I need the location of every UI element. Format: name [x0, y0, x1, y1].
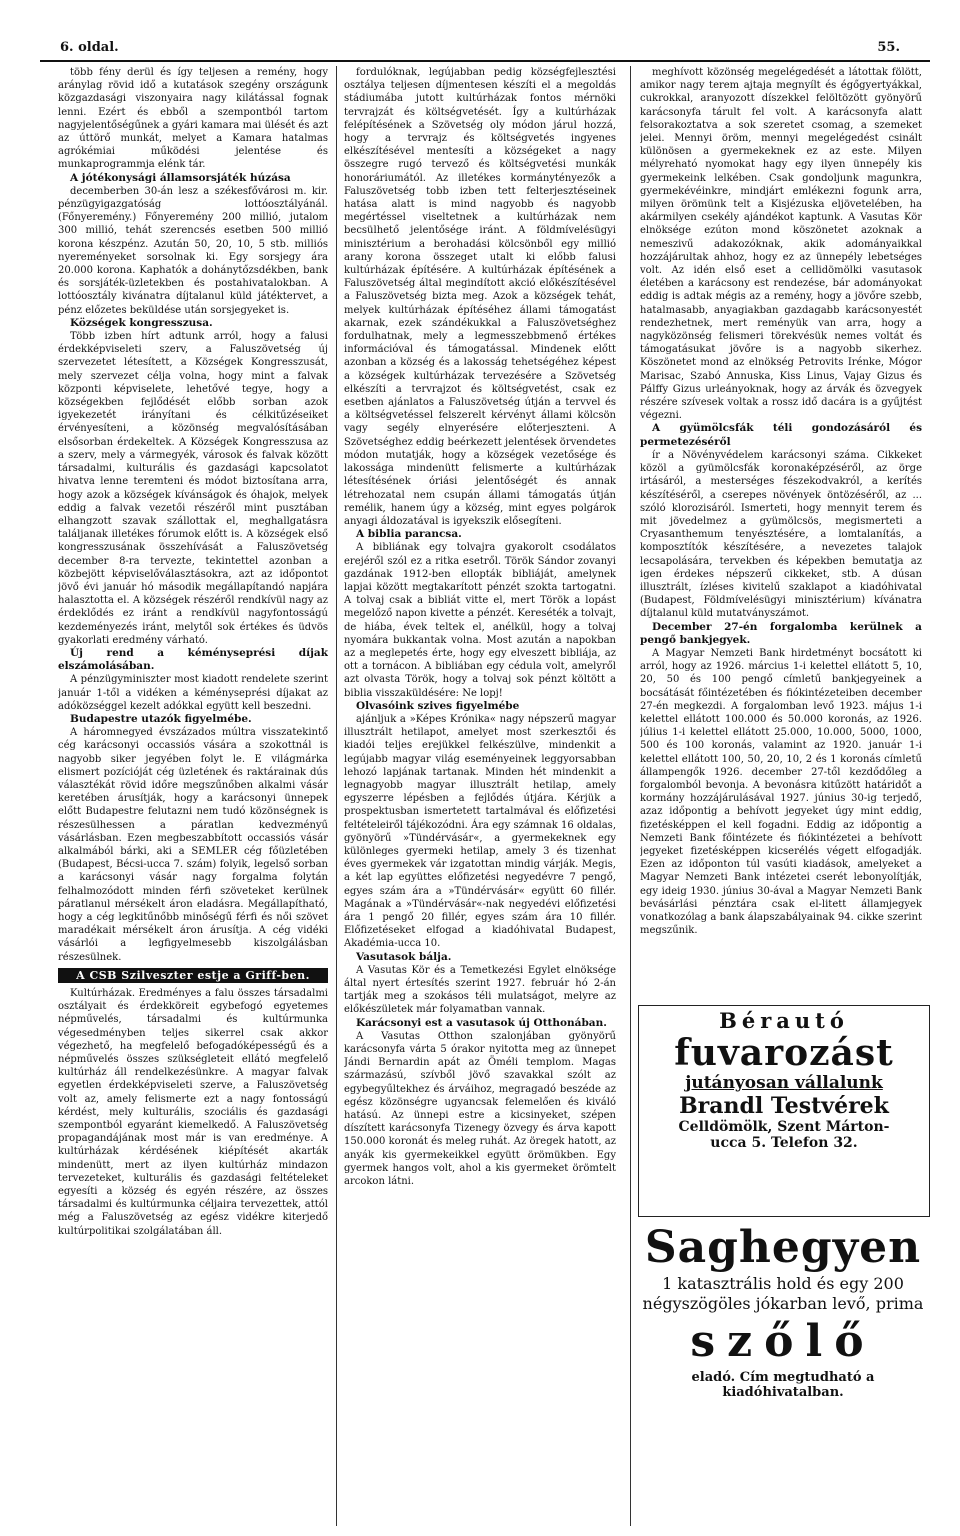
article-heading: December 27-én forgalomba kerülnek a pengő bankjegyek.	[640, 620, 922, 646]
ad-line: ucca 5. Telefon 32.	[710, 1135, 858, 1151]
article-heading: A biblia parancsa.	[356, 528, 462, 541]
article-text: A háromnegyed évszázados múltra visszatekintő cég karácsonyi occassiós vására a szokottnál is nagyobb siker jegyében folyt le. E világmárka elismert pozícióját cég üzletének és raktárainak dús választékát rövid időre megszűnőben alkalmi vásár keretében árusítják, hogy a karácsonyi ünnepek előtt Budapestre felutazni nem tudó közönségnek is részesülhessen a páratlan kedvezményű vásárlásban. Ezen megbeszabbított occassiós vásár alkalmából bárki, aki a SEMLER cég főüzletében (Budapest, Bécsi-ucca 7. szám) folyik, legelső sorban a karácsonyi vásár nagy forgalma folytán felhalmozódott minden férfi szöveteket kerülnek páratlanul mérsékelt áron eladásra. Megállapítható, hogy a cég legkitűnőbb minőségű férfi és női szövet maradékait mérsékelt áron árusítja. A cég vidéki vásárlói a legfigyelmesebb kiszolgálásban részesülnek.	[58, 727, 328, 963]
article-text: meghívott közönség megelégedését a látottak fölött, amikor nagy terem ajtaja megnyílt és égőgyertyákkal, cukrokkal, aranyozott díszekkel felöltözött gyönyörű karácsonyfa tárult fel volt. A karácsonyfa alatt felsorakoztatva a sok szeretet csomag, a szemeket jelei. Mennyi öröm, mennyi megelégedést csinált különösen a gyermekeknek ez az este. Milyen mélyreható nyomokat hagy egy ilyen ünnepély kis gyermekeink lelkében. Csak gondoljunk magunkra, gyermekévéinkre, mindjárt emlékezni fogunk arra, milyen örömünk telt a Kisjézuska eljövetelében, ha akármilyen csekély ajándékot kaptunk. A Vasutas Kör elnöksége ezúton mond köszönetet azoknak a nemeszivű adakozóknak, akik adományaikkal hozzájárultak ahhoz, hogy ez az ünnepély lebetséges volt. Az idén első eset a cellidömölki vasutasok életében a karácsony est rendezése, bár adományokat eddig is adtak mégis az a remény, hogy a jövőre szebb, hatalmasabb, anyagiakban gazdagabb karácsonyestét rendezhetnek, mert reményük van arra, hogy a nagyközönség felismeri törekvésük nemes voltát és támogatásukat jövőre is a nagyobb sikerhez. Köszönetet mond az elnökség Petrovits Irénke, Mógor Marisac, Szabó Annuska, Kiss Linus, Vajay Gizus és Pálffy Gizus urleányoknak, hogy az árvák és özvegyek részére szívesek voltak a rossz idő dacára is a gyűjtést végezni.	[640, 67, 922, 422]
article-heading: Új rend a kéményseprési díjak elszámolásában.	[58, 646, 328, 673]
article-heading: Községek kongresszusa.	[70, 316, 213, 329]
article-text: Kultúrházak. Eredményes a falu összes társadalmi osztályait és érdekköreit egybefogó egyetemes népművelés, társadalmi és kultúrmunka végesedményben teljes sikerrel csak akkor végezhető, ha megfelelő befogadóképességű és a népművelés összes szükségleteit ellátó megfelelő kultúrház áll rendelkezésünkre. A magyar falvak egyetlen érdekképviseleti szerve, a Faluszövetség volt az, amely felismerte ezt a nagy fontosságú kérdést, mely kulturális, szociális és gazdasági szempontból egyaránt kiemelkedő. A Faluszövetség propagandájának most már is van eredménye. A kultúrházak kérdésének kiépítését akarták mindenütt, mert az ilyen kultúrház mindazon tervezeteket, kulturális és gazdasági feltételeket egyesíti a község és egyén részére, az összes társadalmi és kultúrmunka céljaira tervezettek, attól még a Faluszövetség az egész vidékre kiterjedő kultúrpolitikai szolgálatában áll.	[58, 988, 328, 1237]
ad-line: szőlő	[690, 1316, 876, 1367]
ad-line: Celldömölk, Szent Márton-	[678, 1119, 890, 1135]
article-heading: Budapestre utazók figyelmébe.	[70, 712, 252, 725]
ad-line: eladó. Cím megtudható a kiadóhivatalban.	[691, 1370, 875, 1400]
advertisement-saghegyen	[638, 1222, 928, 1522]
ad-line: Saghegyen	[644, 1222, 922, 1273]
column-1	[58, 66, 328, 1516]
banner-heading: A CSB Szilveszter estje a Griff-ben.	[58, 968, 328, 983]
article-text: decemberben 30-án lesz a székesfővárosi m. kir. pénzügyigazgatóság lottóosztályánál. (Főnyeremény.) Főnyeremény 200 millió, jutalom 300 millió, tehát szerencsés esetben 500 millió korona készpénz. Azután 50, 20, 10, 5 stb. milliós nyereményeket sorsolnak ki. Egy sorsjegy ára 20.000 korona. Kaphatók a dohánytőzsdékben, bank és sorsjáték-üzletekben és postahivatalokban. A lottóosztály kivánatra díjtalanul küld játéktervet, a pénz előzetes beküldése után sorsjegyeket is.	[58, 185, 328, 316]
article-text: A Vasutas Kör és a Temetkezési Egylet elnöksége által nyert értesítés szerint 1927. február hó 2-án tartják meg a szokásos téli mulatságot, melyre az előkészületek már folyamatban vannak.	[344, 964, 616, 1016]
ad-line: 1 katasztrális hold és egy 200 négyszögöles jókarban levő, prima	[642, 1274, 924, 1313]
ad-line: Brandl Testvérek	[679, 1093, 889, 1119]
advertisement-berauto	[638, 1005, 930, 1217]
page-number: 55.	[877, 40, 900, 55]
article-text: A Vasutas Otthon szalonjában gyönyörű karácsonyfa várta 5 órakor nyitotta meg az ünnepet Jándi Bernardin apát az Öméli templom. Magas származású, szívből jövő szavakkal szólt az egybegyűltekhez és árváihoz, megragadó beszéde az egész közönségre ugyancsak felemelően és kiváló hatású. Az ünnepi estre a kicsinyeket, szépen díszített karácsonyfa Tizenegy özvegy és árva kapott 150.000 koronát és meleg ruhát. Az öregek hatott, az anyák kis gyermekeikkel együtt örömükben. Egy gyermek hangos volt, ahol a kis gyermeket örömtelt arcokon látni.	[344, 1030, 616, 1188]
column-divider	[630, 66, 631, 1526]
article-text: A Magyar Nemzeti Bank hirdetményt bocsátott ki arról, hogy az 1926. március 1-i kelettel ellátott 5, 10, 20, 50 és 100 pengő címletű bankjegyeinek a bocsátását főintézetében és fiókintézeteiben december 27-én megkezdi. A forgalomban levő 1923. május 1-i kelettel ellátott 100.000 és 50.000 koronás, az 1926. július 1-i kelettel ellátott 25.000, 10.000, 5000, 1000, 500 és 100 koronás, valamint az 1920. január 1-i kelettel ellátott 100, 50, 20, 10, 2 és 1 koronás címletű állampengők 1926. december 27-től kezdődőleg a forgalomból bevonja. A bevonásra kitűzött határidőt a kormány hozzájárulásával 1927. június 30-ig terjedő, azaz időpontig a behívott jegyeket úgy mint eddig, fizetésképpen el kell fogadni. Eddig az időpontig a Nemzeti Bank főintézete és fiókintézetei a behívott jegyeket fizetésképpen kicserélés végett elfogadják. Ezen az időponton túl vasúti kiadások, amelyeket a Magyar Nemzeti Bank intézetei cserét lebonyolítják, egy ideig 1930. június 30-ával a Magyar Nemzeti Bank bevásárlási pénztára csak el-litett államjegyek vonatkozólag a bank álapszabályainak 94. cikke szerint megszűnik.	[640, 647, 922, 937]
column-2	[344, 66, 616, 1516]
article-heading: Olvasóink szives figyelmébe	[356, 699, 520, 712]
article-heading: A jótékonysági államsorsjáték húzása	[70, 171, 291, 184]
article-text: több fény derül és így teljesen a remény, hogy aránylag rövid idő a kutatások szegény országunk közgazdasági viszonyaira nagy kilátással fognak lenni. Ezért és ebből a szempontból tartom nagyjelentőségűnek a gyári kamara mai ülését és azt az úttörő munkát, melyet a Kamara hatalmas agrókémiai működési jelentése és munkaprogrammja elénk tár.	[58, 67, 328, 171]
ad-line: jutányosan vállalunk	[685, 1073, 883, 1093]
article-text: ír a Növényvédelem karácsonyi száma. Cikkeket közöl a gyümölcsfák koronaképzéséről, az örge irtásáról, a mesterséges fészekodvakról, a kerítés készítéséről, a cserepes növények öntözéséről, az ... szóló klorozisáról. Ismerteti, hogy mennyit terem és mit jövedelmez a gyümölcsös, megismerteti a Cryasanthemum tenyésztésére, a lomtalanítás, a komposztítók készítésére, a nevezetes talajok lecsapolására, tervekben és képekben bemutatja az igen érdekes népszerű cikkeket, stb. A dúsan illusztrált, ízléses kivitelű szaklapot a kiadóhivatal (Budapest, Földmívelésügyi minisztérium) kívánatra díjtalanul küld mutatványszámot.	[640, 449, 922, 620]
page-label: 6. oldal.	[60, 40, 119, 55]
article-text: Több izben hírt adtunk arról, hogy a falusi érdekképviseleti szerv, a Faluszövetség új szervezetet létesített, a Községek Kongresszusát, mely szervezet célja volna, hogy mint a falvak központi képviselete, lehetővé tegye, hogy a községekben fejlődését előbb sorban azok igyekezetét irányítani és célkitűzéseiket érvényesíteni, a közönség megvalósításában elsősorban érdekeltek. A Községek Kongresszusa az a szerv, mely a vármegyék, városok és falvak között társadalmi, kulturális és gazdasági kapcsolatot hivatva lenne teremteni és módot biztosítana arra, hogy azok a községek kívánságok és óhajok, melyek eddig a falvak vezetői részéről mint pusztában elhangzott szavak szállottak el, meghallgatásra találjanak illetékes fórumok előtt is. A községek első kongresszusának összehívását a Faluszövetség december 8-ra tervezte, tekintettel azonban a közbejött képviselőválasztásokra, azt az időpontot jövő évi január hó második megállapítandó napjára halasztotta el. A községek részéről rendkívül nagy az érdeklődés ez iránt a rendkívül nagyfontosságú kezdeményezés iránt, melytől sok értékes és üdvös gyakorlati eredmény várható.	[58, 331, 328, 646]
article-heading: Karácsonyi est a vasutasok új Otthonában.	[356, 1016, 607, 1029]
article-heading: A gyümölcsfák téli gondozásáról és permetezéséről	[640, 422, 922, 448]
article-heading: Vasutasok bálja.	[356, 950, 452, 963]
column-divider	[336, 66, 337, 1526]
article-text: ajánljuk a »Képes Krónika« nagy népszerű magyar illusztrált hetilapot, amelyet most szerkesztői és kiadói teljes erejükkel felkészülve, mindenkit a legújabb magyar világ eseményeinek leggyorsabban lehozó lapjának tartanak. Minden hét mindenkit a legnagyobb magyar illusztrált hetilap, amely egyszerre lépésben a fejlődés útjára. Kérjük a prospektusban ismertetett tartalmával és előfizetési feltételeiről tájékozódni. Ára egy számnak 16 oldalas, gyönyörű »Tündérvásár«, a gyermekeknek egy különleges gyermeki hetilap, amely 3 és tizenhat éves gyermekek vár izgatottan mindig várják. Megis, a két lap együttes előfizetési negyedévre 7 pengő, egyes szám ára a »Tündérvásár« együtt 60 fillér. Magának a »Tündérvásár«-nak negyedévi előfizetési ára 1 pengő 20 fillér, egyes szám ára 10 fillér. Előfizetéseket elfogad a kiadóhivatal Budapest, Akadémia-ucca 10.	[344, 713, 616, 950]
ad-line: Bérautó	[719, 1008, 849, 1033]
column-3	[640, 66, 922, 1006]
header-rule	[40, 60, 930, 62]
article-text: A bibliának egy tolvajra gyakorolt csodálatos erejéről szól ez a ritka esetről. Török Sándor zovanyi gazdának 1912-ben ellopták bibliáját, amelynek lapjai között megtakarított pénzét szokta tartogatni. A tolvaj csak a bibliát vitte el, mert Török a lopást megelőző napon kivette a pénzét. Kereséték a tolvajt, de hiába, évek teltek el, anélkül, hogy a tolvaj nyomára bukkantak volna. Most azután a napokban az a meglepetés érte, hogy egy elveszett bibliája, az ott a tornácon. A bibliában egy cédula volt, amelyről azt olvasta Török, hogy a tolvaj sok pénzt költött a biblia visszaküldésére: Ne lopj!	[344, 542, 616, 699]
article-text: fordulóknak, legújabban pedig községfejlesztési osztálya teljesen díjmentesen készíti el a megoldás stádiumába jutott kultúrházak fontos mérnöki tervrajzát és költségvetését. Így a kultúrházak felépítésének a Szövetség oly módon járul hozzá, hogy a tervrajz és költségvetés ingyenes elkészítésével mentesíti a községeket a nagy összegre rugó tervező és költségvetési munkák honoráriumától. Az illetékes kormánytényezők a Faluszövetség tobb izben tett felterjesztéseinek hatása alatt is mind nagyobb és nagyobb megértéssel viseltetnek a kultúrházak nem becsülhető jelentősége iránt. A földmívelésügyi minisztérium a berohadási kölcsönből egy millió arany korona összeget utalt ki előbb falusi kultúrházak építésére. A kultúrházak építésének a Faluszövetség által megindított akció előkészítésével a Faluszövetség bizta meg. Azok a községek tehát, melyek kultúrházak építéséhez állami támogatást akarnak, ezek szándékukkal a Faluszövetséghez fordulhatnak, mely a legmesszebbmenő értékes információval és támogatással. Mindenek előtt azonban a község és a lakosság tehetségéhez képest a községek kultúrházak tervezésére a Szövetség elkészíti a tervrajzot és költségvetést, csak ez esetben ajánlatos a Faluszövetség útján a tervvel és a költségvetéssel felszerelt kérvényt állami kölcsön vagy segély elnyerésére előterjeszteni. A Szövetséghez eddig beérkezett jelentések örvendetes módon mutatják, hogy a községek vezetősége és lakossága mindenütt felismerte a kultúrházak létesítésének óriási jelentőségét és annak létrehozatal nem csupán állami támogatás útján remélik, hanem úgy a község, mint egyes polgárok anyagi áldozatával is igyekszik elősegíteni.	[344, 67, 616, 527]
article-text: A pénzügyminiszter most kiadott rendelete szerint január 1-től a vidéken a kéményseprési díjakat az adóközséggel kezelt adókkal együtt kell beszedni.	[58, 674, 328, 712]
ad-line: fuvarozást	[674, 1032, 894, 1074]
